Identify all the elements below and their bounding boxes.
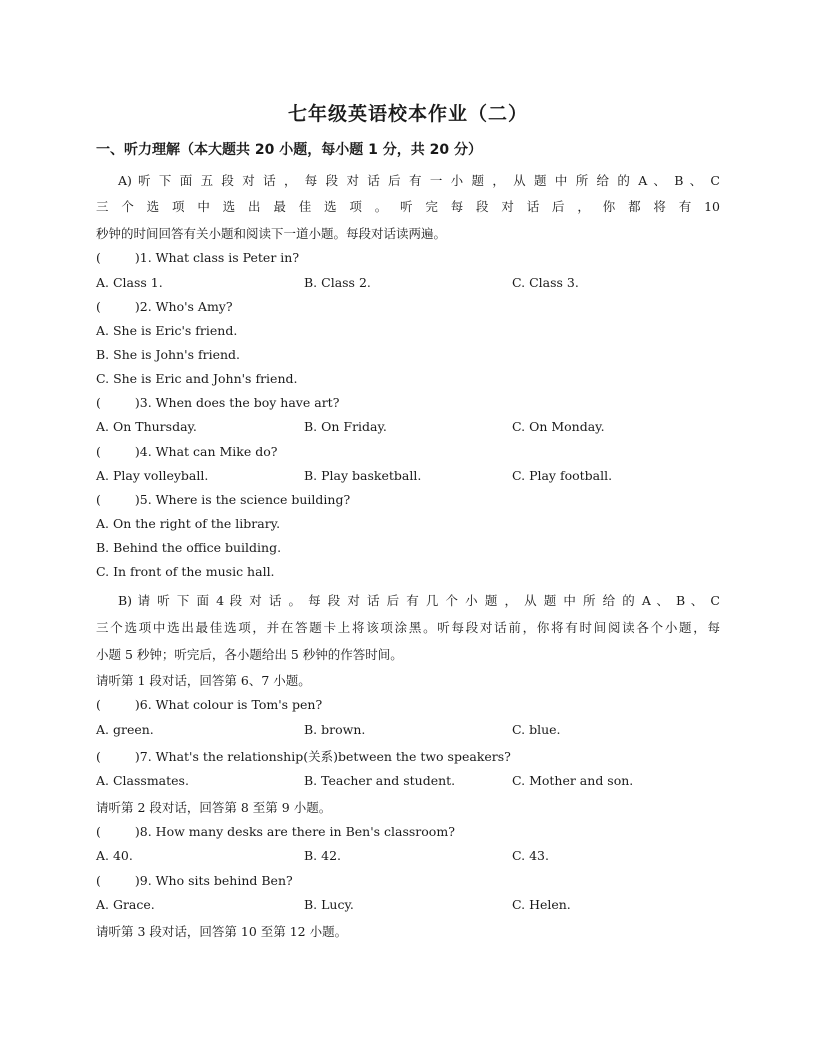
part-b-instructions-2: 三个选项中选出最佳选项，并在答题卡上将该项涂黑。听每段对话前，你将有时间阅读各个小题，每	[96, 620, 720, 635]
option-c: C. In front of the music hall.	[96, 564, 275, 579]
option-a: A. 40.	[96, 848, 133, 863]
option-c: C. On Monday.	[512, 419, 605, 434]
option-c: C. Play football.	[512, 468, 613, 483]
option-b: B. On Friday.	[304, 419, 387, 434]
option-c: C. Helen.	[512, 897, 571, 912]
option-b: B. Class 2.	[304, 275, 371, 290]
option-b: B. Behind the office building.	[96, 540, 282, 555]
option-a: A. Grace.	[96, 897, 155, 912]
question-8: ( )8. How many desks are there in Ben's classroom?	[96, 824, 455, 839]
part-b-instructions-3: 小题 5 秒钟；听完后，各小题给出 5 秒钟的作答时间。	[96, 647, 403, 662]
option-c: C. Class 3.	[512, 275, 579, 290]
option-b: B. brown.	[304, 722, 366, 737]
option-b: B. She is John's friend.	[96, 347, 240, 362]
question-2: ( )2. Who's Amy?	[96, 299, 233, 314]
question-5: ( )5. Where is the science building?	[96, 492, 351, 507]
option-c: C. 43.	[512, 848, 549, 863]
section-heading: 一、听力理解（本大题共 20 小题，每小题 1 分，共 20 分）	[96, 142, 482, 158]
dialogue-1-instruction: 请听第 1 段对话，回答第 6、7 小题。	[96, 673, 311, 688]
option-a: A. On the right of the library.	[96, 516, 281, 531]
option-c: C. blue.	[512, 722, 561, 737]
option-a: A. She is Eric's friend.	[96, 323, 238, 338]
part-a-instructions-3: 秒钟的时间回答有关小题和阅读下一道小题。每段对话读两遍。	[96, 226, 447, 241]
option-a: A. Class 1.	[96, 275, 163, 290]
option-c: C. Mother and son.	[512, 773, 634, 788]
option-b: B. Teacher and student.	[304, 773, 456, 788]
question-3: ( )3. When does the boy have art?	[96, 395, 340, 410]
part-b-instructions-1: B) 请 听 下 面 4 段 对 话 。 每 段 对 话 后 有 几 个 小 题 ， 从 题 中 所 给 的 A 、 B 、 C	[118, 593, 720, 608]
option-b: B. 42.	[304, 848, 342, 863]
question-4: ( )4. What can Mike do?	[96, 444, 278, 459]
page-title: 七年级英语校本作业（二）	[287, 103, 528, 125]
option-a: A. On Thursday.	[96, 419, 197, 434]
question-9: ( )9. Who sits behind Ben?	[96, 873, 293, 888]
dialogue-2-instruction: 请听第 2 段对话，回答第 8 至第 9 小题。	[96, 800, 332, 815]
option-c: C. She is Eric and John's friend.	[96, 371, 298, 386]
question-6: ( )6. What colour is Tom's pen?	[96, 697, 323, 712]
option-b: B. Lucy.	[304, 897, 354, 912]
option-a: A. Classmates.	[96, 773, 189, 788]
question-1: ( )1. What class is Peter in?	[96, 250, 300, 265]
part-a-instructions-2: 三 个 选 项 中 选 出 最 佳 选 项 。 听 完 每 段 对 话 后 ， 你 都 将 有 10	[96, 199, 720, 214]
question-7: ( )7. What's the relationship(关系)between the two speakers?	[96, 749, 511, 764]
option-a: A. Play volleyball.	[96, 468, 209, 483]
option-b: B. Play basketball.	[304, 468, 422, 483]
dialogue-3-instruction: 请听第 3 段对话，回答第 10 至第 12 小题。	[96, 924, 348, 939]
option-a: A. green.	[96, 722, 154, 737]
part-a-instructions-1: A) 听 下 面 五 段 对 话 ， 每 段 对 话 后 有 一 小 题 ， 从 题 中 所 给 的 A 、 B 、 C	[118, 173, 720, 188]
